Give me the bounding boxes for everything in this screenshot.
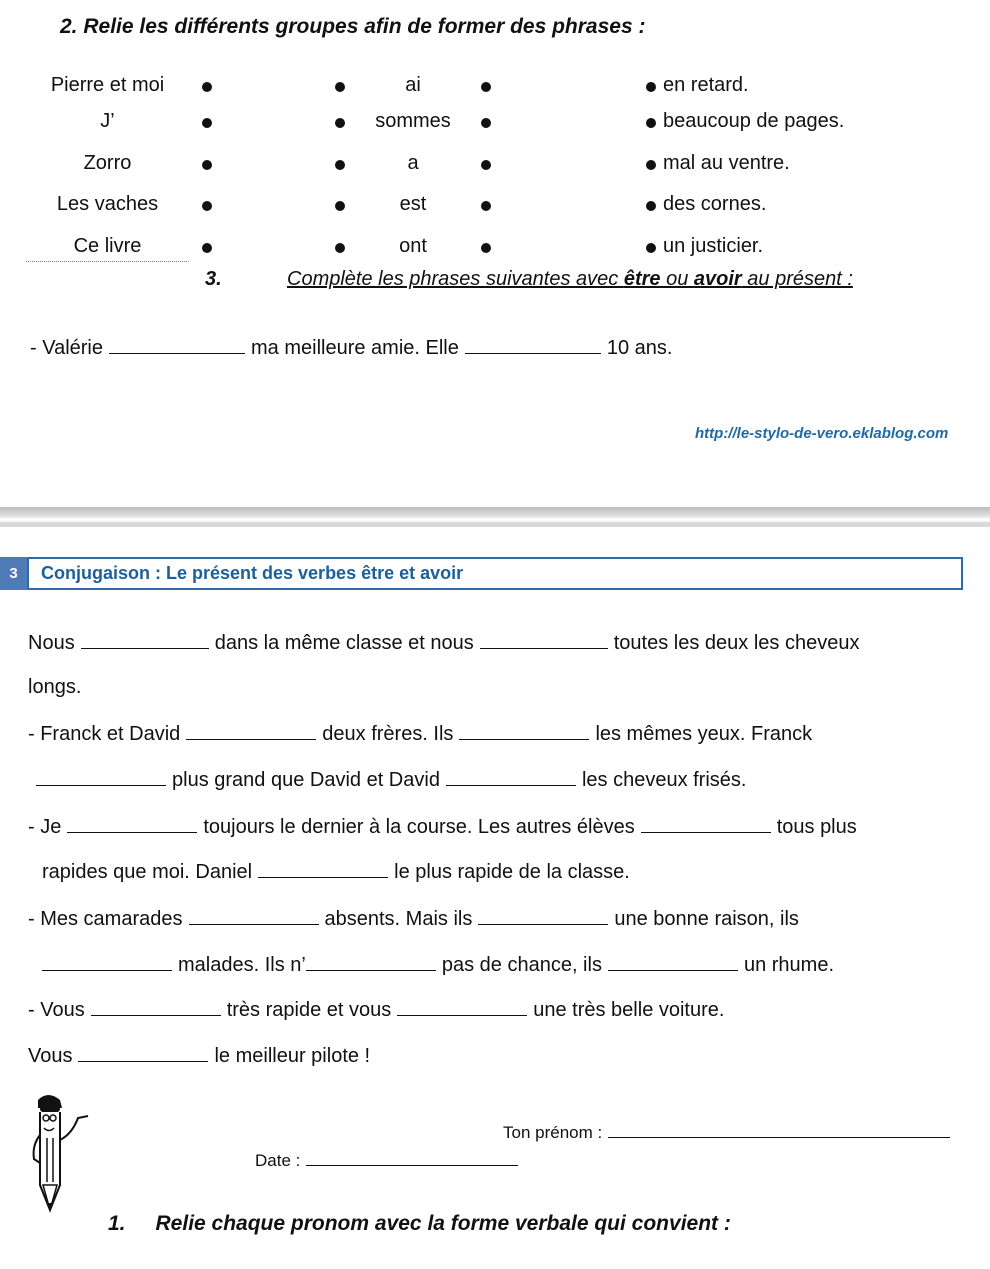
dotted-divider: [26, 261, 189, 262]
answer-blank[interactable]: [109, 335, 245, 354]
page-separator: [0, 507, 990, 527]
answer-blank[interactable]: [78, 1043, 208, 1062]
complement-item: en retard.: [663, 74, 749, 96]
exercise-1-text: Relie chaque pronom avec la forme verbale qui convient :: [155, 1212, 731, 1235]
subject-item: Les vaches: [56, 193, 159, 215]
line-text: tous plus: [776, 816, 857, 838]
line-text: le meilleur pilote !: [214, 1045, 371, 1067]
complement-item: mal au ventre.: [663, 152, 790, 174]
line-text: très rapide et vous: [226, 999, 392, 1021]
exercise-1-number: 1.: [108, 1212, 126, 1235]
answer-blank[interactable]: [91, 997, 221, 1016]
sentence-text: ma meilleure amie. Elle: [251, 337, 459, 359]
instruction-text: ou: [660, 268, 694, 290]
line-text: les mêmes yeux. Franck: [595, 723, 813, 745]
line-text: deux frères. Ils: [322, 723, 454, 745]
fill-line: [28, 906, 799, 931]
section-header: [0, 557, 963, 590]
match-dot[interactable]: [202, 160, 212, 170]
match-dot[interactable]: [335, 243, 345, 253]
verb-item: est: [399, 193, 427, 215]
answer-blank[interactable]: [480, 630, 608, 649]
verb-item: a: [407, 152, 419, 174]
answer-blank[interactable]: [36, 767, 166, 786]
date-input[interactable]: [306, 1151, 518, 1166]
website-link[interactable]: http://le-stylo-de-vero.eklablog.com: [695, 425, 949, 442]
line-text: - Franck et David: [28, 723, 181, 745]
answer-blank[interactable]: [67, 814, 197, 833]
match-dot[interactable]: [335, 82, 345, 92]
section-title: Conjugaison : Le présent des verbes être et avoir: [41, 563, 464, 583]
line-text: - Vous: [28, 999, 85, 1021]
match-dot[interactable]: [202, 118, 212, 128]
subject-item: Ce livre: [73, 235, 142, 257]
line-text: un rhume.: [743, 954, 835, 976]
match-dot[interactable]: [335, 118, 345, 128]
answer-blank[interactable]: [397, 997, 527, 1016]
verb-item: ont: [399, 235, 427, 257]
answer-blank[interactable]: [641, 814, 771, 833]
line-text: - Mes camarades: [28, 908, 183, 930]
answer-blank[interactable]: [306, 952, 436, 971]
exercise-3-number: 3.: [205, 268, 222, 290]
answer-blank[interactable]: [608, 952, 738, 971]
fill-line: [28, 1043, 370, 1068]
fill-line: [42, 859, 630, 884]
answer-blank[interactable]: [459, 721, 589, 740]
verb-item: ai: [405, 74, 421, 96]
date-field: [255, 1151, 524, 1171]
line-text: Vous: [28, 1045, 73, 1067]
complement-item: un justicier.: [663, 235, 764, 257]
line-text: - Je: [28, 816, 62, 838]
match-dot[interactable]: [646, 118, 656, 128]
sentence-text: 10 ans.: [606, 337, 673, 359]
section-title-box: [27, 557, 963, 590]
match-dot[interactable]: [335, 160, 345, 170]
line-text: dans la même classe et nous: [214, 632, 474, 654]
line-text: longs.: [28, 676, 82, 698]
instruction-text: au présent :: [741, 268, 853, 290]
fill-line: [28, 630, 859, 655]
line-text: une bonne raison, ils: [614, 908, 799, 930]
answer-blank[interactable]: [81, 630, 209, 649]
fill-line: [28, 814, 857, 839]
match-dot[interactable]: [481, 160, 491, 170]
match-dot[interactable]: [646, 201, 656, 211]
fill-line: [36, 767, 746, 792]
line-text: le plus rapide de la classe.: [394, 861, 630, 883]
match-dot[interactable]: [646, 160, 656, 170]
instruction-text: Complète les phrases suivantes avec: [287, 268, 624, 290]
line-text: pas de chance, ils: [441, 954, 602, 976]
complement-item: des cornes.: [663, 193, 767, 215]
match-dot[interactable]: [481, 82, 491, 92]
answer-blank[interactable]: [42, 952, 172, 971]
pencil-mascot-icon: [20, 1090, 110, 1220]
line-text: plus grand que David et David: [172, 769, 440, 791]
line-text: toutes les deux les cheveux: [613, 632, 860, 654]
fill-sentence: [30, 335, 672, 360]
line-text: rapides que moi. Daniel: [42, 861, 253, 883]
answer-blank[interactable]: [478, 906, 608, 925]
fill-line: [42, 952, 834, 977]
fill-line: [28, 721, 812, 746]
line-text: Nous: [28, 632, 75, 654]
first-name-label: Ton prénom :: [503, 1123, 603, 1142]
answer-blank[interactable]: [446, 767, 576, 786]
answer-blank[interactable]: [186, 721, 316, 740]
match-dot[interactable]: [202, 243, 212, 253]
line-text: absents. Mais ils: [324, 908, 473, 930]
line-text: malades. Ils n’: [178, 954, 306, 976]
section-number: 3: [0, 557, 27, 590]
sentence-text: - Valérie: [30, 337, 103, 359]
match-dot[interactable]: [202, 201, 212, 211]
exercise-2-title: 2. Relie les différents groupes afin de former des phrases :: [60, 15, 646, 38]
answer-blank[interactable]: [189, 906, 319, 925]
match-dot[interactable]: [481, 243, 491, 253]
exercise-1-title: [108, 1212, 731, 1236]
exercise-3-instruction: [287, 268, 853, 291]
line-text: les cheveux frisés.: [581, 769, 747, 791]
match-dot[interactable]: [646, 82, 656, 92]
match-dot[interactable]: [202, 82, 212, 92]
match-dot[interactable]: [481, 201, 491, 211]
match-dot[interactable]: [335, 201, 345, 211]
answer-blank[interactable]: [465, 335, 601, 354]
instruction-keyword-etre: être: [623, 268, 661, 290]
match-dot[interactable]: [646, 243, 656, 253]
verb-item: sommes: [375, 110, 451, 132]
subject-item: J’: [100, 110, 115, 132]
first-name-input[interactable]: [608, 1123, 950, 1138]
line-text: une très belle voiture.: [533, 999, 725, 1021]
fill-line: [28, 997, 724, 1022]
complement-item: beaucoup de pages.: [663, 110, 845, 132]
answer-blank[interactable]: [258, 859, 388, 878]
instruction-keyword-avoir: avoir: [693, 268, 742, 290]
subject-item: Zorro: [83, 152, 132, 174]
subject-item: Pierre et moi: [50, 74, 165, 96]
match-dot[interactable]: [481, 118, 491, 128]
fill-line: [28, 676, 81, 699]
line-text: toujours le dernier à la course. Les autres élèves: [203, 816, 635, 838]
first-name-field: [503, 1123, 956, 1143]
date-label: Date :: [255, 1151, 301, 1170]
